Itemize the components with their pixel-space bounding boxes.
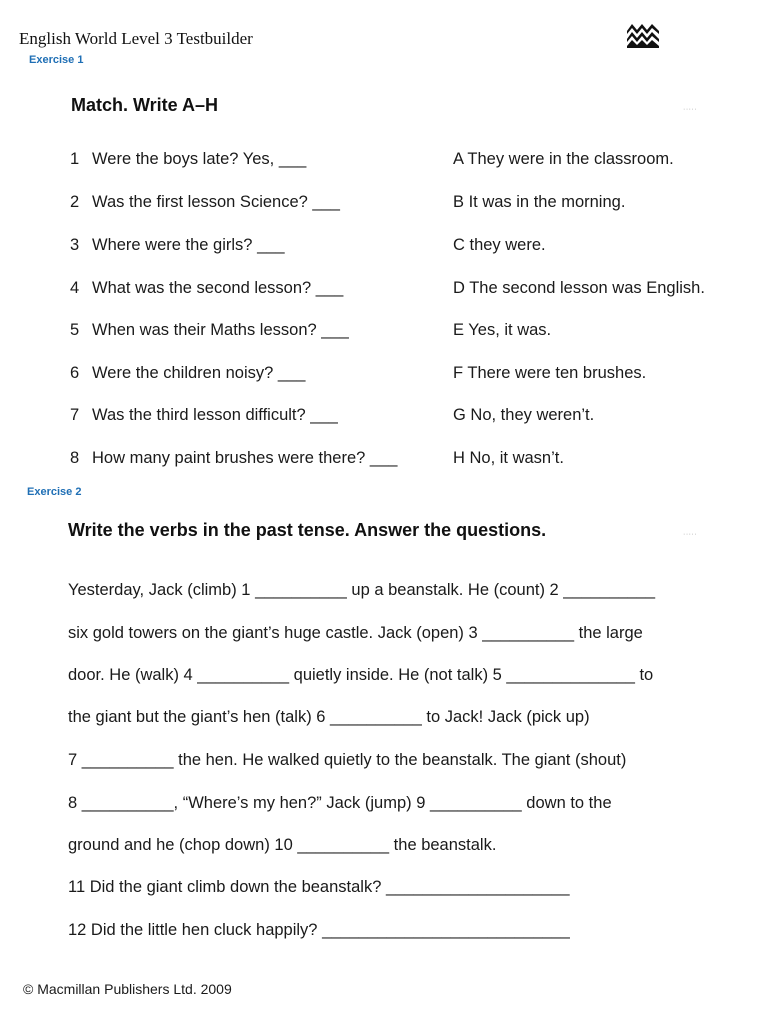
macmillan-logo-icon [626, 22, 660, 48]
copyright-footer: © Macmillan Publishers Ltd. 2009 [23, 981, 232, 997]
story-line-5: 7 __________ the hen. He walked quietly to the beanstalk. The giant (shout) [68, 751, 627, 769]
question-text: Where were the girls? ___ [92, 236, 285, 254]
question-number: 7 [70, 406, 80, 424]
exercise-2-label: Exercise 2 [27, 486, 82, 498]
question-number: 5 [70, 321, 80, 339]
question-line-11: 11 Did the giant climb down the beanstalk? ____________________ [68, 878, 570, 896]
answer-option: F There were ten brushes. [453, 364, 647, 382]
question-row-3 [70, 236, 730, 260]
exercise-1-label: Exercise 1 [29, 54, 84, 66]
question-row-5 [70, 321, 730, 345]
story-line-4: the giant but the giant’s hen (talk) 6 __________ to Jack! Jack (pick up) [68, 708, 590, 726]
question-line-12: 12 Did the little hen cluck happily? ___________________________ [68, 921, 570, 939]
question-number: 4 [70, 279, 80, 297]
exercise-1-title: Match. Write A–H [71, 95, 219, 115]
question-row-6 [70, 364, 730, 388]
question-text: When was their Maths lesson? ___ [92, 321, 349, 339]
question-number: 6 [70, 364, 80, 382]
story-line-2: six gold towers on the giant’s huge castle. Jack (open) 3 __________ the large [68, 624, 643, 642]
answer-option: C they were. [453, 236, 546, 254]
story-line-6: 8 __________, “Where’s my hen?” Jack (jump) 9 __________ down to the [68, 794, 612, 812]
question-number: 8 [70, 449, 80, 467]
question-number: 2 [70, 193, 80, 211]
question-row-8 [70, 449, 730, 473]
reference-code-mark: ····· [683, 106, 698, 113]
question-text: Were the children noisy? ___ [92, 364, 306, 382]
question-text: Was the first lesson Science? ___ [92, 193, 340, 211]
question-text: What was the second lesson? ___ [92, 279, 344, 297]
question-text: How many paint brushes were there? ___ [92, 449, 398, 467]
answer-option: E Yes, it was. [453, 321, 552, 339]
question-row-4 [70, 279, 730, 303]
question-number: 1 [70, 150, 80, 168]
question-row-1 [70, 150, 730, 174]
question-text: Were the boys late? Yes, ___ [92, 150, 307, 168]
question-text: Was the third lesson difficult? ___ [92, 406, 338, 424]
document-header-title: English World Level 3 Testbuilder [19, 29, 253, 48]
story-line-7: ground and he (chop down) 10 __________ the beanstalk. [68, 836, 497, 854]
reference-code-mark: ····· [683, 531, 698, 538]
answer-option: A They were in the classroom. [453, 150, 674, 168]
story-line-3: door. He (walk) 4 __________ quietly inside. He (not talk) 5 ______________ to [68, 666, 654, 684]
question-number: 3 [70, 236, 80, 254]
exercise-2-title: Write the verbs in the past tense. Answer the questions. [68, 520, 547, 540]
answer-option: G No, they weren’t. [453, 406, 595, 424]
answer-option: H No, it wasn’t. [453, 449, 564, 467]
answer-option: B It was in the morning. [453, 193, 626, 211]
story-line-1: Yesterday, Jack (climb) 1 __________ up a beanstalk. He (count) 2 __________ [68, 581, 656, 599]
question-row-7 [70, 406, 730, 430]
question-row-2 [70, 193, 730, 217]
answer-option: D The second lesson was English. [453, 279, 705, 297]
